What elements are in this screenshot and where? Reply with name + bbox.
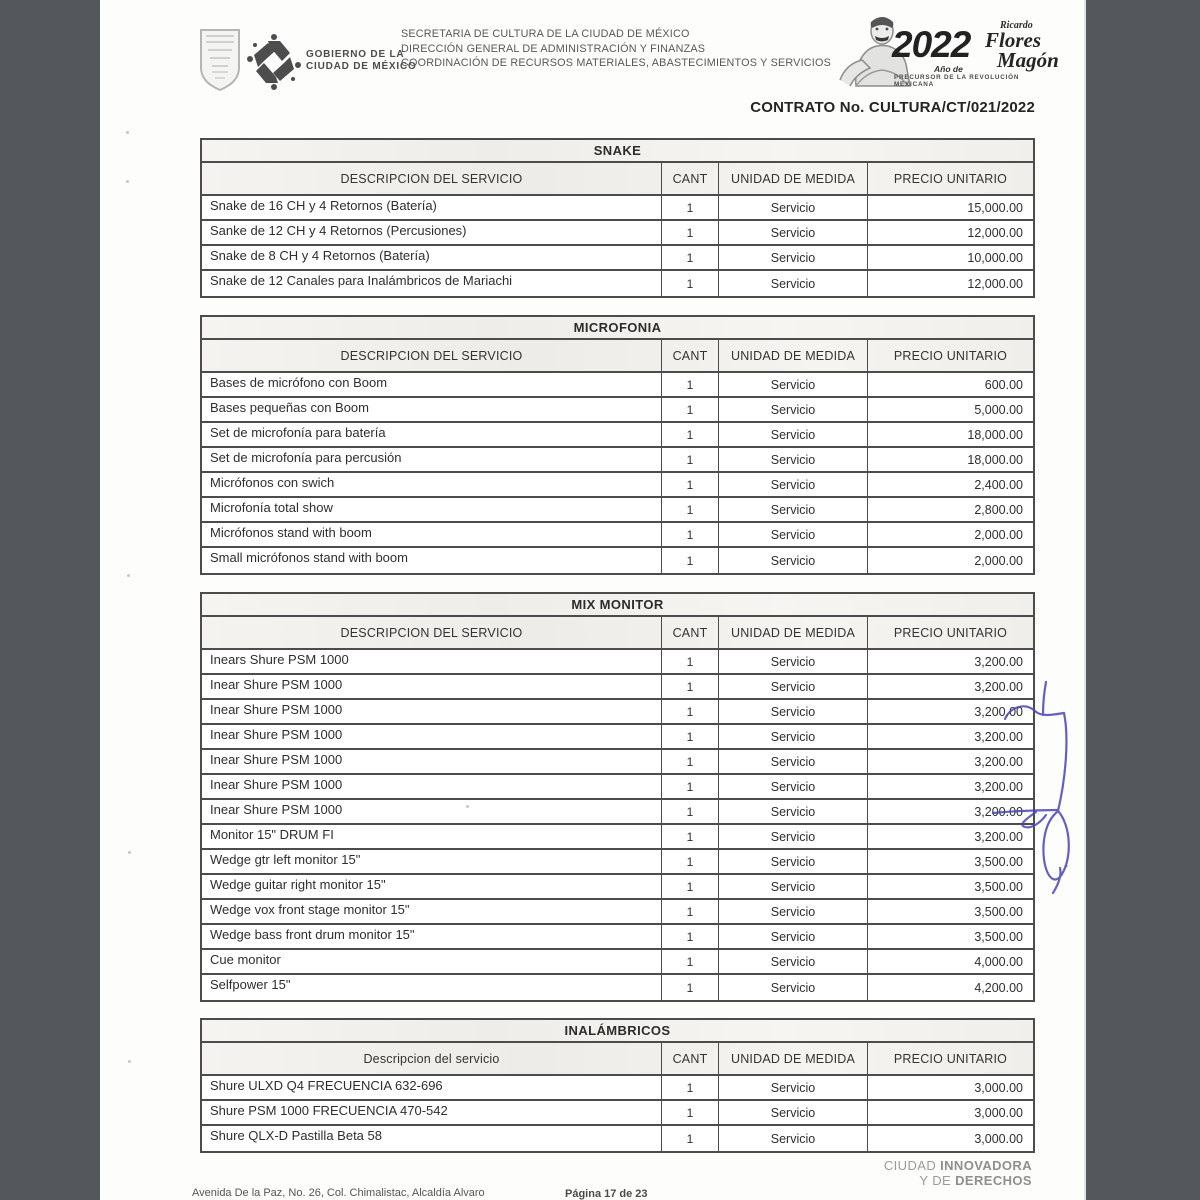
column-header: UNIDAD DE MEDIDA bbox=[719, 617, 868, 648]
table-row bbox=[202, 825, 1033, 850]
dept-line-3: COORDINACIÓN DE RECURSOS MATERIALES, ABASTECIMIENTOS Y SERVICIOS bbox=[401, 57, 831, 70]
table-row bbox=[202, 473, 1033, 498]
description-cell: Microfonía total show bbox=[202, 498, 662, 521]
description-cell: Micrófonos con swich bbox=[202, 473, 662, 496]
quantity-cell: 1 bbox=[662, 875, 719, 898]
quantity-cell: 1 bbox=[662, 900, 719, 923]
quantity-cell: 1 bbox=[662, 1126, 719, 1151]
quantity-cell: 1 bbox=[662, 850, 719, 873]
quantity-cell: 1 bbox=[662, 825, 719, 848]
quantity-cell: 1 bbox=[662, 246, 719, 269]
scan-speck bbox=[128, 851, 131, 854]
city-slogan-line1: CIUDAD INNOVADORA bbox=[883, 1158, 1032, 1173]
table-row bbox=[202, 900, 1033, 925]
table-row bbox=[202, 750, 1033, 775]
description-cell: Monitor 15" DRUM FI bbox=[202, 825, 662, 848]
quantity-cell: 1 bbox=[662, 498, 719, 521]
city-slogan-line2: Y DE DERECHOS bbox=[919, 1173, 1032, 1188]
description-cell: Cue monitor bbox=[202, 950, 662, 973]
scan-speck bbox=[128, 1060, 131, 1063]
table-row bbox=[202, 548, 1033, 573]
quantity-cell: 1 bbox=[662, 925, 719, 948]
column-header: CANT bbox=[662, 163, 719, 194]
unit-price-cell: 600.00 bbox=[984, 377, 1023, 392]
service-table bbox=[200, 138, 1035, 298]
table-row bbox=[202, 1126, 1033, 1151]
contract-number: CONTRATO No. CULTURA/CT/021/2022 bbox=[750, 99, 1035, 116]
table-row bbox=[202, 850, 1033, 875]
unit-cell: Servicio bbox=[719, 523, 868, 546]
column-header: DESCRIPCION DEL SERVICIO bbox=[202, 163, 662, 194]
service-table bbox=[200, 592, 1035, 1002]
gov-cdmx-label bbox=[306, 49, 417, 73]
document-page bbox=[100, 0, 1086, 1200]
table-header-row bbox=[202, 340, 1033, 373]
quantity-cell: 1 bbox=[662, 975, 719, 1000]
unit-cell: Servicio bbox=[719, 423, 868, 446]
column-header: PRECIO UNITARIO bbox=[893, 348, 1008, 363]
tagline-text: PRECURSOR DE LA REVOLUCIÓN MEXICANA bbox=[894, 74, 1020, 88]
unit-price-cell: 3,000.00 bbox=[974, 1080, 1023, 1095]
dept-line-1: SECRETARIA DE CULTURA DE LA CIUDAD DE MÉXICO bbox=[401, 28, 690, 40]
description-cell: Small micrófonos stand with boom bbox=[202, 548, 662, 573]
table-row bbox=[202, 725, 1033, 750]
description-cell: Bases pequeñas con Boom bbox=[202, 398, 662, 421]
unit-cell: Servicio bbox=[719, 700, 868, 723]
quantity-cell: 1 bbox=[662, 800, 719, 823]
table-row bbox=[202, 800, 1033, 825]
quantity-cell: 1 bbox=[662, 221, 719, 244]
unit-price-cell: 4,000.00 bbox=[974, 954, 1023, 969]
quantity-cell: 1 bbox=[662, 950, 719, 973]
unit-price-cell: 3,200.00 bbox=[974, 704, 1023, 719]
table-header-row bbox=[202, 617, 1033, 650]
unit-cell: Servicio bbox=[719, 650, 868, 673]
column-header: PRECIO UNITARIO bbox=[893, 171, 1008, 186]
unit-price-cell: 2,000.00 bbox=[974, 527, 1023, 542]
unit-price-cell: 3,000.00 bbox=[974, 1131, 1023, 1146]
unit-price-cell: 18,000.00 bbox=[967, 452, 1023, 467]
table-row bbox=[202, 523, 1033, 548]
cdmx-knot-icon bbox=[246, 33, 302, 91]
quantity-cell: 1 bbox=[662, 750, 719, 773]
service-table bbox=[200, 1018, 1035, 1153]
footer-address: Avenida De la Paz, No. 26, Col. Chimalistac, Alcaldía Alvaro bbox=[192, 1187, 485, 1199]
column-header: UNIDAD DE MEDIDA bbox=[719, 340, 868, 371]
description-cell: Inear Shure PSM 1000 bbox=[202, 800, 662, 823]
table-row bbox=[202, 398, 1033, 423]
city-slogan bbox=[884, 1158, 1032, 1188]
table-row bbox=[202, 373, 1033, 398]
description-cell: Snake de 8 CH y 4 Retornos (Batería) bbox=[202, 246, 662, 269]
department-header bbox=[401, 27, 831, 71]
description-cell: Shure ULXD Q4 FRECUENCIA 632-696 bbox=[202, 1076, 662, 1099]
unit-price-cell: 3,200.00 bbox=[974, 729, 1023, 744]
shield-emblem-icon bbox=[198, 28, 242, 92]
quantity-cell: 1 bbox=[662, 523, 719, 546]
unit-price-cell: 15,000.00 bbox=[967, 200, 1023, 215]
description-cell: Micrófonos stand with boom bbox=[202, 523, 662, 546]
description-cell: Snake de 16 CH y 4 Retornos (Batería) bbox=[202, 196, 662, 219]
unit-cell: Servicio bbox=[719, 725, 868, 748]
unit-cell: Servicio bbox=[719, 825, 868, 848]
quantity-cell: 1 bbox=[662, 398, 719, 421]
table-row bbox=[202, 650, 1033, 675]
table-row bbox=[202, 700, 1033, 725]
unit-cell: Servicio bbox=[719, 398, 868, 421]
unit-price-cell: 3,500.00 bbox=[974, 854, 1023, 869]
table-row bbox=[202, 271, 1033, 296]
table-title: MIX MONITOR bbox=[202, 594, 1033, 617]
unit-price-cell: 3,200.00 bbox=[974, 829, 1023, 844]
quantity-cell: 1 bbox=[662, 373, 719, 396]
unit-cell: Servicio bbox=[719, 271, 868, 296]
quantity-cell: 1 bbox=[662, 548, 719, 573]
unit-price-cell: 3,200.00 bbox=[974, 654, 1023, 669]
table-row bbox=[202, 498, 1033, 523]
column-header: DESCRIPCION DEL SERVICIO bbox=[202, 340, 662, 371]
table-row bbox=[202, 950, 1033, 975]
quantity-cell: 1 bbox=[662, 675, 719, 698]
unit-cell: Servicio bbox=[719, 221, 868, 244]
page-number: Página 17 de 23 bbox=[565, 1188, 648, 1200]
unit-cell: Servicio bbox=[719, 875, 868, 898]
unit-cell: Servicio bbox=[719, 975, 868, 1000]
unit-price-cell: 3,200.00 bbox=[974, 779, 1023, 794]
table-row bbox=[202, 975, 1033, 1000]
table-header-row bbox=[202, 1043, 1033, 1076]
unit-cell: Servicio bbox=[719, 900, 868, 923]
description-cell: Wedge bass front drum monitor 15" bbox=[202, 925, 662, 948]
unit-price-cell: 3,500.00 bbox=[974, 929, 1023, 944]
table-row bbox=[202, 221, 1033, 246]
table-title: MICROFONIA bbox=[202, 317, 1033, 340]
description-cell: Inear Shure PSM 1000 bbox=[202, 700, 662, 723]
table-row bbox=[202, 875, 1033, 900]
unit-cell: Servicio bbox=[719, 196, 868, 219]
column-header: DESCRIPCION DEL SERVICIO bbox=[202, 617, 662, 648]
unit-cell: Servicio bbox=[719, 548, 868, 573]
unit-cell: Servicio bbox=[719, 1076, 868, 1099]
unit-price-cell: 18,000.00 bbox=[967, 427, 1023, 442]
description-cell: Bases de micrófono con Boom bbox=[202, 373, 662, 396]
year-2022-logo bbox=[822, 8, 1059, 93]
quantity-cell: 1 bbox=[662, 725, 719, 748]
quantity-cell: 1 bbox=[662, 775, 719, 798]
table-row bbox=[202, 448, 1033, 473]
description-cell: Set de microfonía para batería bbox=[202, 423, 662, 446]
column-header: PRECIO UNITARIO bbox=[893, 1051, 1008, 1066]
gov-line1: GOBIERNO DE LA bbox=[306, 49, 405, 60]
service-table bbox=[200, 315, 1035, 575]
unit-price-cell: 3,200.00 bbox=[974, 804, 1023, 819]
unit-cell: Servicio bbox=[719, 498, 868, 521]
description-cell: Wedge guitar right monitor 15" bbox=[202, 875, 662, 898]
unit-price-cell: 3,500.00 bbox=[974, 904, 1023, 919]
table-title: INALÁMBRICOS bbox=[202, 1020, 1033, 1043]
table-row bbox=[202, 775, 1033, 800]
unit-cell: Servicio bbox=[719, 750, 868, 773]
column-header: UNIDAD DE MEDIDA bbox=[719, 163, 868, 194]
unit-cell: Servicio bbox=[719, 1126, 868, 1151]
flores-text: Flores bbox=[985, 28, 1042, 52]
column-header: UNIDAD DE MEDIDA bbox=[719, 1043, 868, 1074]
table-row bbox=[202, 246, 1033, 271]
quantity-cell: 1 bbox=[662, 271, 719, 296]
magon-text: Magón bbox=[997, 48, 1059, 72]
table-row bbox=[202, 1101, 1033, 1126]
column-header: PRECIO UNITARIO bbox=[893, 625, 1008, 640]
description-cell: Wedge gtr left monitor 15" bbox=[202, 850, 662, 873]
quantity-cell: 1 bbox=[662, 423, 719, 446]
description-cell: Shure QLX-D Pastilla Beta 58 bbox=[202, 1126, 662, 1151]
description-cell: Inear Shure PSM 1000 bbox=[202, 750, 662, 773]
description-cell: Selfpower 15" bbox=[202, 975, 662, 1000]
quantity-cell: 1 bbox=[662, 196, 719, 219]
column-header: CANT bbox=[662, 617, 719, 648]
table-row bbox=[202, 423, 1033, 448]
unit-cell: Servicio bbox=[719, 800, 868, 823]
scan-speck bbox=[126, 180, 129, 183]
unit-cell: Servicio bbox=[719, 246, 868, 269]
unit-cell: Servicio bbox=[719, 675, 868, 698]
table-row bbox=[202, 196, 1033, 221]
table-row bbox=[202, 925, 1033, 950]
unit-cell: Servicio bbox=[719, 373, 868, 396]
unit-cell: Servicio bbox=[719, 473, 868, 496]
unit-price-cell: 10,000.00 bbox=[967, 250, 1023, 265]
unit-cell: Servicio bbox=[719, 850, 868, 873]
table-header-row bbox=[202, 163, 1033, 196]
unit-price-cell: 2,800.00 bbox=[974, 502, 1023, 517]
ricardo-text: Ricardo bbox=[1000, 20, 1033, 31]
table-row bbox=[202, 675, 1033, 700]
unit-cell: Servicio bbox=[719, 775, 868, 798]
column-header: Descripcion del servicio bbox=[202, 1043, 662, 1074]
description-cell: Sanke de 12 CH y 4 Retornos (Percusiones) bbox=[202, 221, 662, 244]
unit-price-cell: 2,000.00 bbox=[974, 553, 1023, 568]
dept-line-2: DIRECCIÓN GENERAL DE ADMINISTRACIÓN Y FINANZAS bbox=[401, 42, 706, 55]
quantity-cell: 1 bbox=[662, 1076, 719, 1099]
unit-price-cell: 5,000.00 bbox=[974, 402, 1023, 417]
column-header: CANT bbox=[662, 1043, 719, 1074]
year-text: 2022 bbox=[892, 24, 971, 65]
unit-price-cell: 12,000.00 bbox=[967, 225, 1023, 240]
quantity-cell: 1 bbox=[662, 1101, 719, 1124]
quantity-cell: 1 bbox=[662, 473, 719, 496]
quantity-cell: 1 bbox=[662, 650, 719, 673]
unit-cell: Servicio bbox=[719, 1101, 868, 1124]
scan-speck bbox=[126, 131, 129, 134]
description-cell: Inear Shure PSM 1000 bbox=[202, 725, 662, 748]
scan-speck bbox=[466, 805, 469, 808]
description-cell: Inear Shure PSM 1000 bbox=[202, 775, 662, 798]
ano-de-text: Año de bbox=[934, 64, 963, 74]
unit-cell: Servicio bbox=[719, 950, 868, 973]
description-cell: Set de microfonía para percusión bbox=[202, 448, 662, 471]
unit-price-cell: 3,200.00 bbox=[974, 679, 1023, 694]
table-title: SNAKE bbox=[202, 140, 1033, 163]
description-cell: Snake de 12 Canales para Inalámbricos de Mariachi bbox=[202, 271, 662, 296]
description-cell: Inears Shure PSM 1000 bbox=[202, 650, 662, 673]
unit-price-cell: 2,400.00 bbox=[974, 477, 1023, 492]
unit-cell: Servicio bbox=[719, 448, 868, 471]
gov-line2: CIUDAD DE MÉXICO bbox=[306, 61, 417, 72]
description-cell: Shure PSM 1000 FRECUENCIA 470-542 bbox=[202, 1101, 662, 1124]
unit-price-cell: 3,500.00 bbox=[974, 879, 1023, 894]
table-row bbox=[202, 1076, 1033, 1101]
column-header: CANT bbox=[662, 340, 719, 371]
unit-price-cell: 3,200.00 bbox=[974, 754, 1023, 769]
quantity-cell: 1 bbox=[662, 448, 719, 471]
scan-speck bbox=[127, 574, 130, 577]
unit-cell: Servicio bbox=[719, 925, 868, 948]
quantity-cell: 1 bbox=[662, 700, 719, 723]
unit-price-cell: 12,000.00 bbox=[967, 276, 1023, 291]
description-cell: Wedge vox front stage monitor 15" bbox=[202, 900, 662, 923]
description-cell: Inear Shure PSM 1000 bbox=[202, 675, 662, 698]
unit-price-cell: 3,000.00 bbox=[974, 1105, 1023, 1120]
unit-price-cell: 4,200.00 bbox=[974, 980, 1023, 995]
